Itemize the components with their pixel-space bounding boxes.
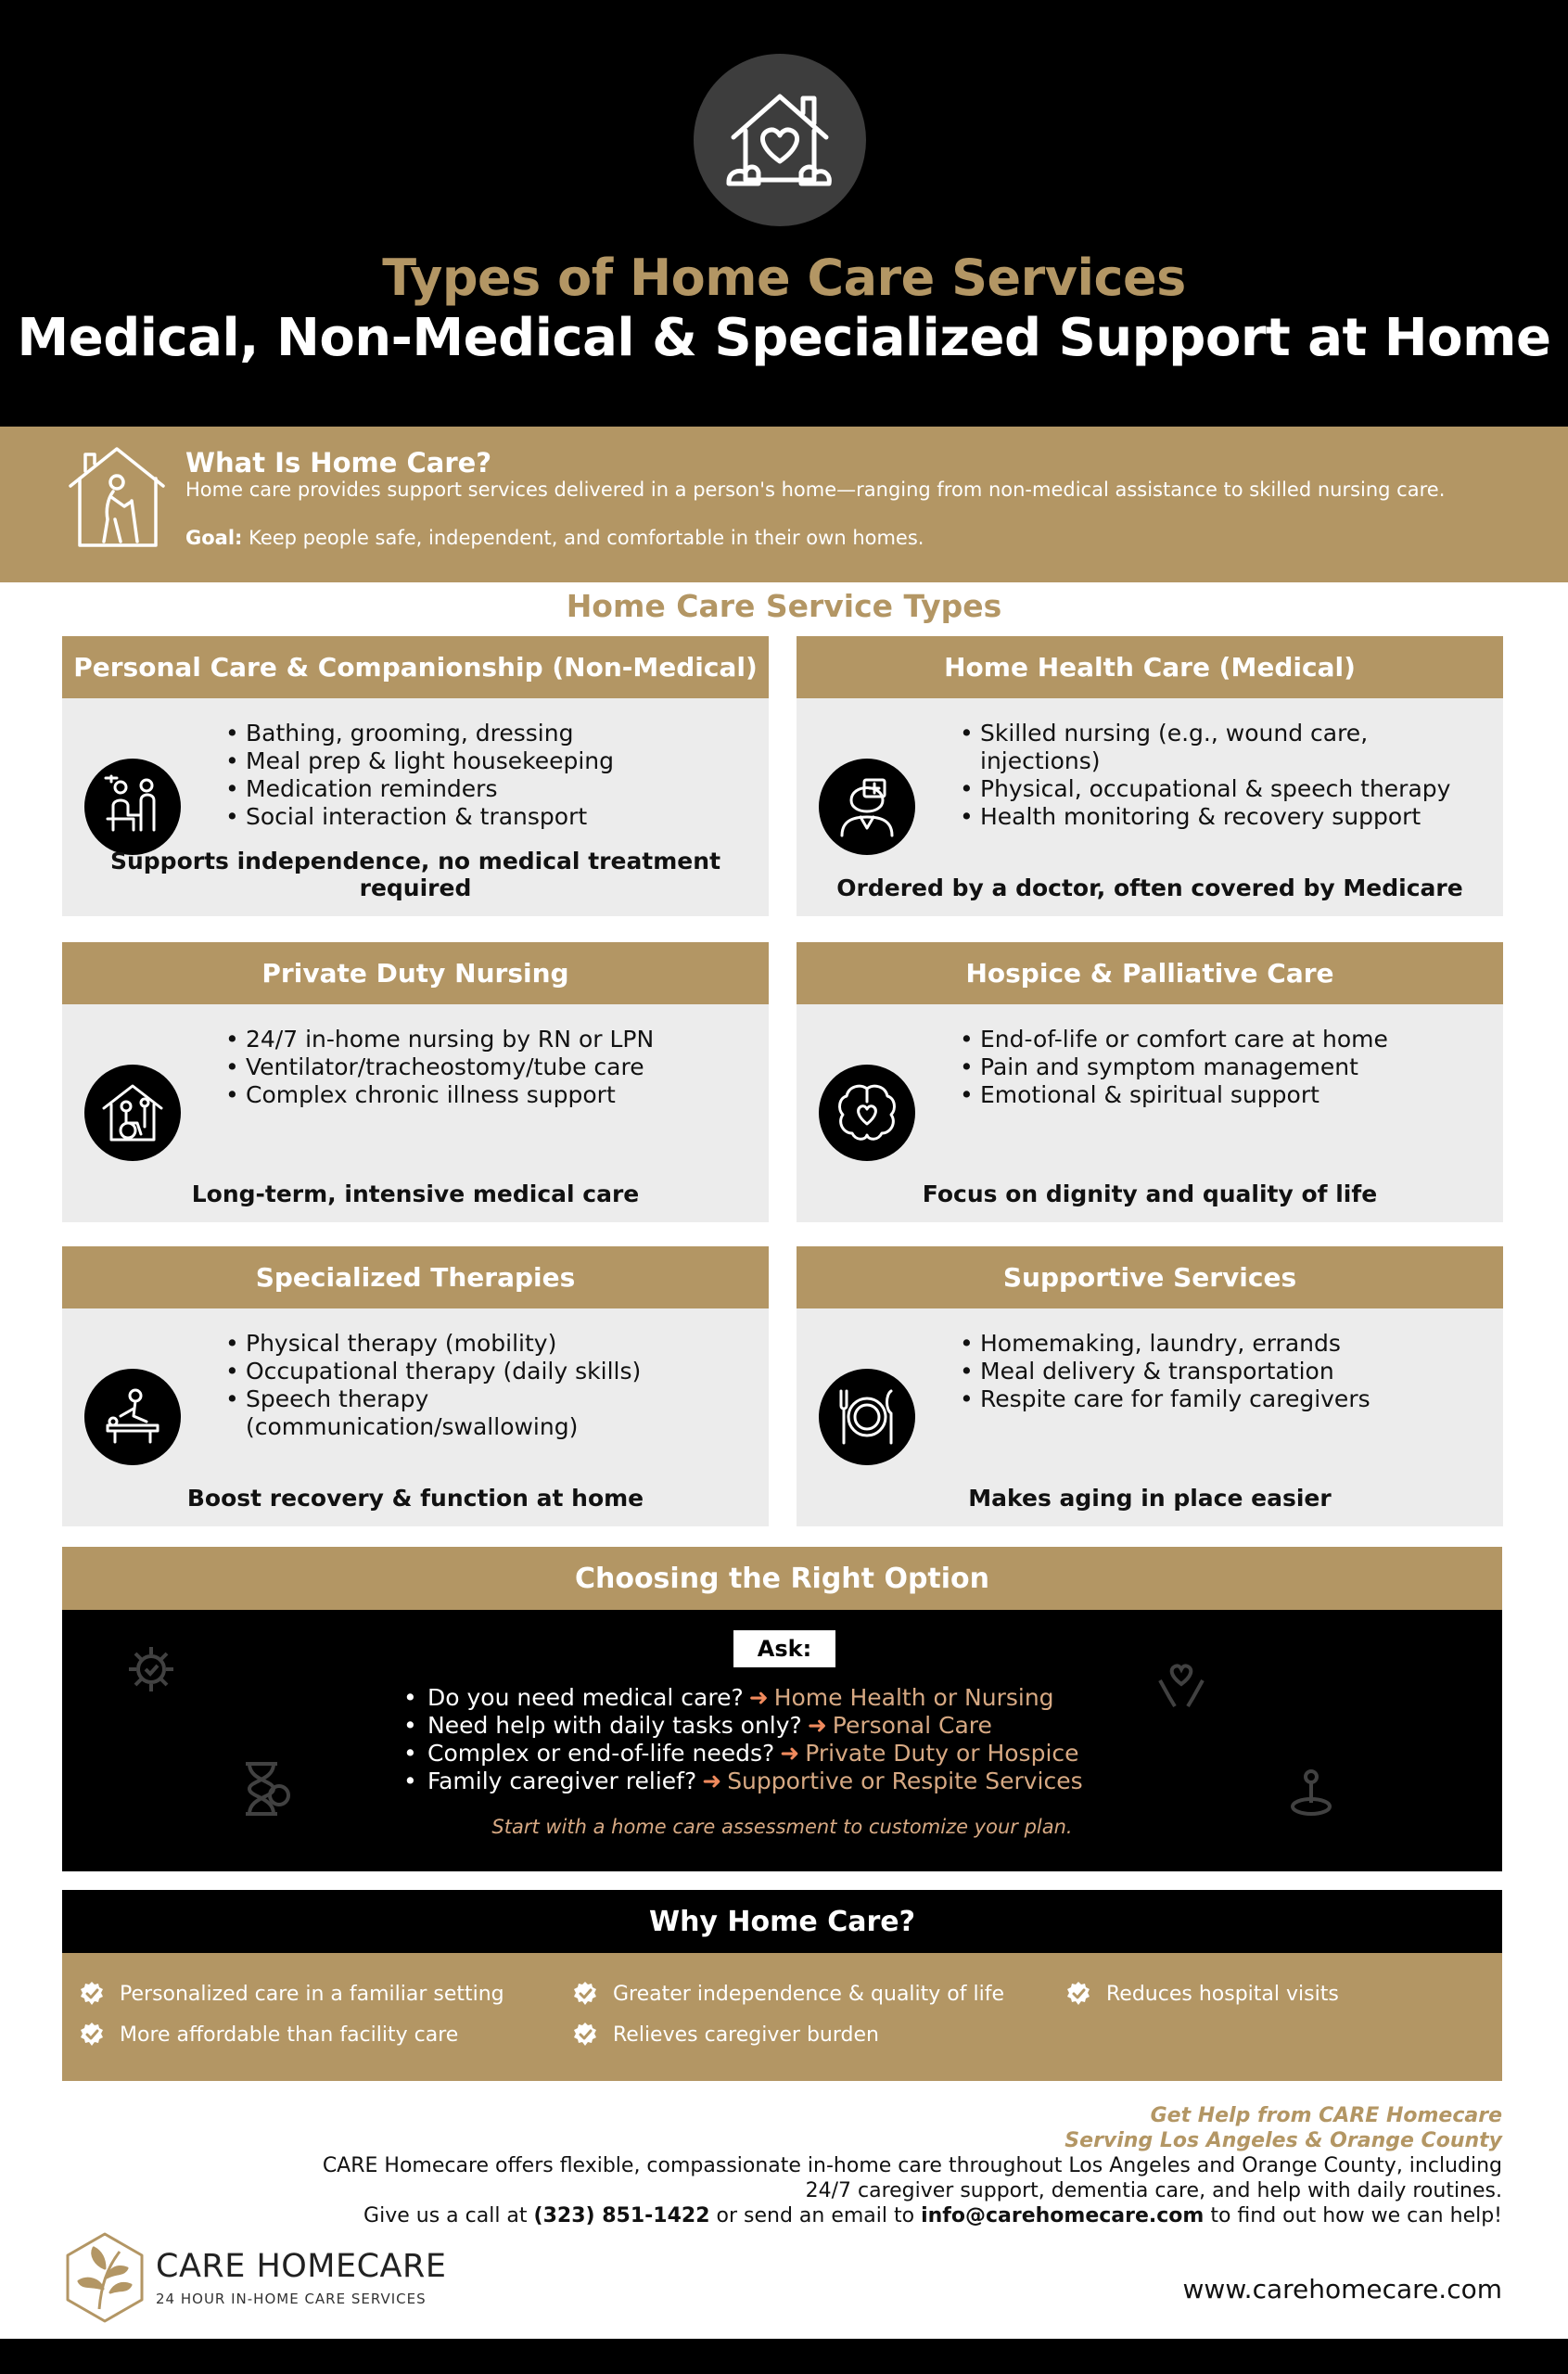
check-badge-icon — [79, 2022, 105, 2048]
card-supportive-services — [797, 1246, 1503, 1526]
list-item: • Skilled nursing (e.g., wound care, injections) — [960, 720, 1488, 775]
check-badge-icon — [79, 1981, 105, 2007]
arrow-right-icon: ➜ — [702, 1768, 722, 1794]
card-list — [225, 1330, 754, 1441]
company-description-2: 24/7 caregiver support, dementia care, and help with daily routines. — [805, 2179, 1502, 2202]
list-item: • Physical, occupational & speech therapy — [960, 775, 1488, 803]
list-item: • Meal prep & light housekeeping — [225, 747, 754, 775]
phone-number[interactable]: (323) 851-1422 — [533, 2204, 710, 2227]
question-text: Family caregiver relief? — [427, 1768, 697, 1794]
wheelchair-house-icon — [84, 1065, 181, 1161]
card-footer: Supports independence, no medical treatment required — [109, 848, 721, 901]
check-badge-icon — [572, 2022, 598, 2048]
list-item: • Bathing, grooming, dressing — [225, 720, 754, 747]
list-item — [403, 1684, 1145, 1712]
choosing-title: Choosing the Right Option — [62, 1547, 1502, 1610]
list-item: • Medication reminders — [225, 775, 754, 803]
company-description: CARE Homecare offers flexible, compassionate in-home care throughout Los Angeles and Orange County, including — [322, 2154, 1502, 2177]
intro-heading: What Is Home Care? — [185, 447, 492, 479]
contact-text: or send an email to — [709, 2204, 922, 2227]
why-section — [62, 1953, 1502, 2081]
gear-check-icon — [123, 1641, 179, 1697]
why-item-label: Personalized care in a familiar setting — [120, 1982, 504, 2006]
plate-utensils-icon — [819, 1369, 915, 1465]
contact-block — [323, 2103, 1502, 2228]
card-footer: Focus on dignity and quality of life — [922, 1181, 1378, 1207]
page-title: Types of Home Care Services — [382, 249, 1186, 307]
card-personal-care — [62, 636, 769, 916]
brain-heart-icon — [819, 1065, 915, 1161]
house-heart-icon — [694, 54, 866, 226]
list-item: • Homemaking, laundry, errands — [960, 1330, 1488, 1358]
ask-label: Ask: — [733, 1630, 835, 1667]
card-title: Personal Care & Companionship (Non-Medical) — [62, 636, 769, 698]
intro-goal — [185, 527, 924, 549]
card-title: Specialized Therapies — [62, 1246, 769, 1308]
card-hospice — [797, 942, 1503, 1222]
list-item: • Respite care for family caregivers — [960, 1385, 1488, 1413]
list-item: • Health monitoring & recovery support — [960, 803, 1488, 831]
list-item — [403, 1712, 1145, 1740]
card-list — [960, 1330, 1488, 1413]
answer-text: Personal Care — [832, 1712, 992, 1739]
list-item: • 24/7 in-home nursing by RN or LPN — [225, 1026, 754, 1053]
card-title: Hospice & Palliative Care — [797, 942, 1503, 1004]
why-item — [572, 1981, 1004, 2007]
caregiver-icon — [84, 759, 181, 855]
card-list — [960, 720, 1488, 831]
card-title: Private Duty Nursing — [62, 942, 769, 1004]
location-pin-icon — [1284, 1766, 1338, 1819]
answer-text: Home Health or Nursing — [773, 1684, 1054, 1711]
question-text: Need help with daily tasks only? — [427, 1712, 802, 1739]
why-item — [79, 2022, 458, 2048]
section-title: Home Care Service Types — [566, 588, 1002, 624]
ask-list — [403, 1684, 1145, 1795]
list-item: • Social interaction & transport — [225, 803, 754, 831]
why-title: Why Home Care? — [62, 1890, 1502, 1953]
card-home-health — [797, 636, 1503, 916]
header — [0, 0, 1568, 427]
question-text: Do you need medical care? — [427, 1684, 744, 1711]
list-item: • Emotional & spiritual support — [960, 1081, 1488, 1109]
card-footer: Ordered by a doctor, often covered by Medicare — [836, 874, 1463, 901]
nurse-icon — [819, 759, 915, 855]
why-item-label: Reduces hospital visits — [1106, 1982, 1339, 2006]
logo-name: CARE HOMECARE — [156, 2248, 447, 2285]
company-logo — [62, 2231, 147, 2324]
why-item-label: Relieves caregiver burden — [613, 2023, 879, 2047]
list-item: • Complex chronic illness support — [225, 1081, 754, 1109]
question-text: Complex or end-of-life needs? — [427, 1740, 775, 1767]
card-footer: Long-term, intensive medical care — [191, 1181, 640, 1207]
list-item — [403, 1768, 1145, 1795]
choosing-section — [62, 1547, 1502, 1871]
card-list — [225, 720, 754, 831]
check-badge-icon — [1065, 1981, 1091, 2007]
card-title: Supportive Services — [797, 1246, 1503, 1308]
hands-heart-icon — [1154, 1656, 1208, 1710]
goal-text: Keep people safe, independent, and comfortable in their own homes. — [242, 527, 924, 549]
contact-text: Give us a call at — [363, 2204, 534, 2227]
list-item: • Meal delivery & transportation — [960, 1358, 1488, 1385]
massage-therapy-icon — [84, 1369, 181, 1465]
list-item: • End-of-life or comfort care at home — [960, 1026, 1488, 1053]
email-link[interactable]: info@carehomecare.com — [921, 2204, 1205, 2227]
arrow-right-icon: ➜ — [748, 1684, 769, 1711]
service-area: Serving Los Angeles & Orange County — [1064, 2129, 1502, 2152]
hourglass-icon — [238, 1760, 292, 1818]
why-item-label: More affordable than facility care — [120, 2023, 459, 2047]
arrow-right-icon: ➜ — [780, 1740, 800, 1767]
card-footer: Makes aging in place easier — [968, 1485, 1332, 1512]
card-private-duty — [62, 942, 769, 1222]
bottom-bar — [0, 2339, 1568, 2374]
website-link[interactable]: www.carehomecare.com — [1182, 2274, 1502, 2304]
elderly-person-house-icon — [67, 445, 167, 549]
card-specialized-therapies — [62, 1246, 769, 1526]
why-item — [1065, 1981, 1339, 2007]
intro-text: Home care provides support services delivered in a person's home—ranging from non-medical assistance to skilled nursing care. — [185, 479, 1446, 501]
choosing-note: Start with a home care assessment to customize your plan. — [491, 1816, 1073, 1838]
card-list — [225, 1026, 754, 1109]
intro-band — [0, 427, 1568, 582]
check-badge-icon — [572, 1981, 598, 2007]
list-item: • Occupational therapy (daily skills) — [225, 1358, 754, 1385]
list-item: • Physical therapy (mobility) — [225, 1330, 754, 1358]
goal-label: Goal: — [185, 527, 243, 549]
why-item-label: Greater independence & quality of life — [613, 1982, 1004, 2006]
list-item — [403, 1740, 1145, 1768]
card-list — [960, 1026, 1488, 1109]
answer-text: Private Duty or Hospice — [805, 1740, 1079, 1767]
answer-text: Supportive or Respite Services — [727, 1768, 1083, 1794]
page-subtitle: Medical, Non-Medical & Specialized Support at Home — [17, 308, 1551, 368]
arrow-right-icon: ➜ — [807, 1712, 827, 1739]
card-title: Home Health Care (Medical) — [797, 636, 1503, 698]
list-item: • Ventilator/tracheostomy/tube care — [225, 1053, 754, 1081]
logo-tagline: 24 HOUR IN-HOME CARE SERVICES — [156, 2291, 427, 2307]
contact-line — [323, 2203, 1502, 2228]
help-heading: Get Help from CARE Homecare — [1150, 2104, 1502, 2127]
why-item — [572, 2022, 879, 2048]
list-item: • Pain and symptom management — [960, 1053, 1488, 1081]
why-item — [79, 1981, 504, 2007]
list-item: • Speech therapy (communication/swallowing) — [225, 1385, 754, 1441]
contact-text: to find out how we can help! — [1204, 2204, 1502, 2227]
card-footer: Boost recovery & function at home — [186, 1485, 644, 1512]
